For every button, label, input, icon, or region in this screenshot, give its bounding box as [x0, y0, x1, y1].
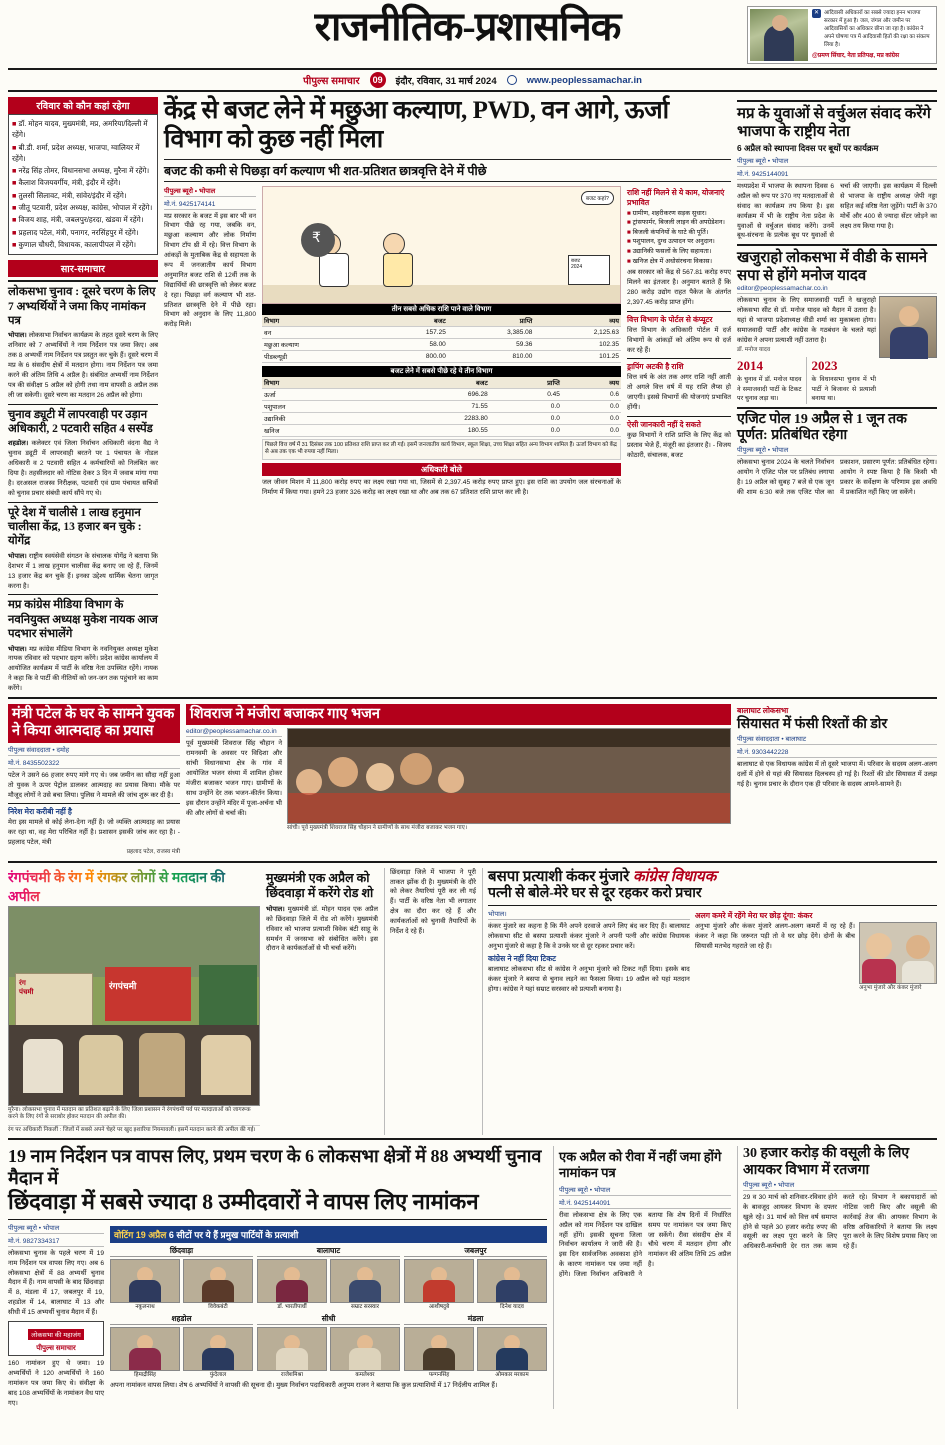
- who-where-box: [8, 114, 158, 255]
- table2-caption: बजट लेने में सबसे पीछे रहे ये तीन विभाग: [262, 366, 621, 377]
- candidate: विवेकबंटी: [183, 1259, 253, 1311]
- story-exitpoll-headline: एजिट पोल 19 अप्रैल से 1 जून तक पूर्णत: प्रतिबंधित रहेगा: [737, 411, 907, 444]
- brand-name: पीपुल्स समाचार: [303, 76, 360, 87]
- lower-band: [8, 868, 937, 1136]
- story-nomination: [8, 1146, 547, 1408]
- list-item: ■ बी.डी. शर्मा, प्रदेश अध्यक्ष, भाजपा, ग्वालियर में रहेंगे।: [12, 142, 140, 163]
- news-brief-1: [8, 285, 158, 400]
- news-body: भोपाल। राष्ट्रीय स्वयंसेवी संगठन के संचालक योगेंद्र ने बताया कि देशभर में 1 लाख हनुमान चालीसा केंद्र बनाए जा रहे हैं, जिनमें 13 हजार केंद्र बन चुके हैं। इनका उद्देश्य धार्मिक चेतना जागृत करना है।: [8, 552, 158, 590]
- shivraj-photo: [287, 728, 731, 824]
- story-munjare-headline-b: कांग्रेस विधायक: [632, 868, 717, 885]
- officials-bar: अधिकारी बोले: [262, 463, 621, 476]
- byline-email[interactable]: editor@peoplessamachar.co.in: [186, 728, 282, 737]
- news-headline: मप्र कांग्रेस मीडिया विभाग के नवनियुक्त अध्यक्ष मुकेश नायक आज पदभार संभालेंगे: [8, 599, 158, 641]
- lead-body-1: मप्र सरकार के बजट में इस बार भी वन विभाग पीछे रह गया, जबकि वन, मछुआ कल्याण और लोक निर्माण विभाग टॉप थ्री में रहे। वित्त विभाग के आंकड़ों के मुताबिक केंद्र से सहायता के रूप में जनजातीय कार्य विभाग अनुमानित बजट राशि से 12वीं तक के विद्यार्थियों की छात्रवृत्ति को लेकर बजट दे रहा। पिछड़ा वर्ग कल्याण भी शत-प्रतिशत छात्रवृत्ति देने में पीछे रहा। विभाग को अनुदान के लिए 11,800 करोड़ मिले।: [164, 212, 256, 329]
- photo-caption: अनुभा मुंजारे और कंकर मुंजारे: [859, 985, 922, 992]
- story-selfimmolation: [8, 704, 180, 858]
- campaign-logo: [8, 1321, 104, 1356]
- byline: पीपुल्स ब्यूरो • भोपाल: [737, 445, 937, 456]
- photo-caption: मुरैना। लोकसभा चुनाव में मतदान का प्रतिशत बढ़ाने के लिए जिला प्रशासन ने रंगपंचमी पर्व पर मतदाताओं को जागरूक करने के लिए रंगों से सराबोर होकर मतदान की अपील की।: [8, 1106, 251, 1121]
- table1-caption: तीन सबसे अधिक राशि पाने वाले विभाग: [262, 304, 621, 315]
- candidate-portrait: [879, 296, 937, 358]
- list-item: ■ ट्रांसफार्मर, बिजली लाइन की अपग्रेडेशन।: [627, 219, 725, 227]
- story-nomination-headline: छिंदवाड़ा में सबसे ज्यादा 8 उम्मीदवारों ने वापस लिए नामांकन: [8, 1189, 479, 1215]
- campaign-brand: पीपुल्स समाचार: [36, 1345, 76, 1353]
- list-item: ■ विजय शाह, मंत्री, जबलपुर/हरदा, खंडवा में रहेंगे।: [12, 215, 144, 225]
- lead-headline: केंद्र से बजट लेने में मछुआ कल्याण, PWD, वन आगे, ऊर्जा विभाग को कुछ नहीं मिला: [164, 97, 669, 153]
- story-shivraj: [186, 704, 731, 858]
- list-item: ■ उद्यानिकी फसलों के लिए सहायता।: [627, 247, 712, 255]
- candidate: ओमकार मरकाम: [477, 1327, 547, 1379]
- story-balaghat-body: बालाघाट से एक विधायक कांग्रेस में तो दूसरे भाजपा में। परिवार के सदस्य अलग-अलग दलों में होने से यहां की सियासत दिलचस्प हो गई है। रिश्तों की डोर सियासत में उलझ गई है। चुनाव प्रचार के दौरान एक ही परिवार के सदस्य आमने-सामने हैं।: [737, 760, 937, 788]
- masthead: [8, 6, 937, 64]
- story-virtual-dialogue-sub: 6 अप्रैल को स्थापना दिवस पर बूथों पर कार्यक्रम: [737, 143, 879, 153]
- budget-bottom-table: विभाग बजट प्राप्ति व्यय ऊर्जा 696.28 0.45 0.6 पशुपालन 71.55 0.0 0.0 उद्यानिकी 2283.80 0.0 0.0 खनिज 180.55 0.0 0.0: [262, 377, 621, 437]
- story-selfimmolation-headline: मंत्री पटेल के घर के सामने युवक ने किया आत्मदाह का प्रयास: [8, 704, 180, 743]
- campaign-chip: लोकसभा की महाजंग: [28, 1329, 84, 1340]
- badge-2014: 2014 के चुनाव में डॉ. मनोज यादव ने समाजवादी पार्टी के टिकट पर चुनाव लड़ा था।: [737, 358, 802, 403]
- list-item: ■ प्रहलाद पटेल, मंत्री, पनागर, नरसिंहपुर में रहेंगे।: [12, 227, 139, 237]
- lapse-body: वित्त वर्ष के अंत तक अगर राशि नहीं आती तो अगले वित्त वर्ष में यह राशि लैप्स हो जाएगी। इससे विभागों की योजनाएं प्रभावित होंगी।: [627, 374, 731, 412]
- story-rewa-headline: एक अप्रैल को रीवा में नहीं जमा होंगे नामांकन पत्र: [559, 1149, 722, 1181]
- story-balaghat-kicker: बालाघाट लोकसभा: [737, 705, 789, 715]
- story-balaghat-headline: सियासत में फंसी रिश्तों की डोर: [737, 716, 888, 732]
- byline: पीपुल्स ब्यूरो • भोपाल: [737, 156, 937, 167]
- list-item: ■ ग्रामीण, शहरीकरण सड़क सुधार।: [627, 209, 707, 217]
- constituency-balaghat: बालाघाट डॉ. भारतीपार्धी सम्राट सरस्वार सीधी राजेशमिश्रा कमलेश्वर: [257, 1246, 400, 1378]
- officials-text: जल जीवन मिशन में 11,800 करोड़ रुपए का लक्ष्य रखा गया था, जिसमें से 2,397.45 करोड़ रुपए प्राप्त हुए। इस राशि का उपयोग जल संरचनाओं के निर्माण में किया गया। हमने 23 हजार 326 करोड़ का लक्ष्य रखा था और अब तक 67 प्रतिशत राशि प्राप्त कर ली है।: [262, 479, 621, 497]
- list-item: ■ खनिज क्षेत्र में अधोसंरचना विकास।: [627, 257, 713, 265]
- candidates-grid: [110, 1246, 547, 1378]
- story-rewa-body: रीवा लोकसभा क्षेत्र के लिए एक अप्रैल को नाम निर्देशन पत्र दाखिल नहीं होंगे। इसकी सूचना जिला निर्वाचन कार्यालय ने जारी की है। इस दिन सार्वजनिक अवकाश होने के कारण नामांकन पत्र जमा नहीं होंगे। जिला निर्वाचन अधिकारी ने बताया कि शेष दिनों में निर्धारित समय पर नामांकन पत्र जमा किए जा सकेंगे। रीवा संसदीय क्षेत्र में चौथे चरण में मतदान होगा और नामांकन की अंतिम तिथि 25 अप्रैल है।: [559, 1211, 731, 1279]
- candidate: कमलेश्वर: [330, 1327, 400, 1379]
- list-item: ■ बिजली कंपनियों के घाटे की पूर्ति।: [627, 228, 709, 236]
- lead-col-3: [627, 186, 731, 498]
- rangpanchami-photo: रंग पंचमी रंगपंचमी: [8, 906, 260, 1106]
- news-body: भोपाल। मप्र कांग्रेस मीडिया विभाग के नवनियुक्त अध्यक्ष मुकेश नायक रविवार को पदभार ग्रहण करेंगे। प्रदेश कांग्रेस कार्यालय में आयोजित कार्यक्रम में पार्टी के वरिष्ठ नेता उपस्थित रहेंगे। नायक ने कहा कि वे पार्टी की नीतियों को जन-जन तक पहुंचाने का काम करेंगे।: [8, 645, 158, 693]
- mid-band: [8, 704, 937, 858]
- story-virtual-dialogue-headline: मप्र के युवाओं से वर्चुअल संवाद करेंगे भाजपा के राष्ट्रीय नेता: [737, 106, 931, 140]
- byline-email[interactable]: editor@peoplessamachar.co.in: [737, 285, 937, 294]
- news-body: भोपाल। लोकसभा निर्वाचन कार्यक्रम के तहत दूसरे चरण के लिए शनिवार को 7 अभ्यर्थियों ने नाम निर्देशन पत्र जमा किए। अब तक 8 अभ्यर्थी नाम निर्देशन पत्र प्रस्तुत कर चुके हैं। दूसरे चरण में मप्र के 6 संसदीय क्षेत्रों में मतदान होगा। नाम निर्देशन पत्र जमा करने की अंतिम तिथि 4 अप्रैल है। संबंधित अभ्यर्थी नाम निर्देशन पत्र की संवीक्षा 5 अप्रैल को होगी तथा नाम वापसी 8 अप्रैल तक ली जा सकेगी। दूसरे चरण का मतदान 26 अप्रैल को होगा।: [8, 332, 158, 399]
- who-where-title: रविवार को कौन कहां रहेगा: [8, 97, 158, 114]
- story-virtual-dialogue-body: मध्यप्रदेश में भाजपा के स्थापना दिवस 6 अप्रैल को रूप पर 370 नए मतदाताओं से संवाद का कार्यक्रम तय किया है। इस कार्यक्रम में भी के राष्ट्रीय नेता प्रदेश के युवाओं से वर्चुअल संवाद करेंगे। उनमें बूथ-संरचना के प्रत्येक बूथ पर युवाओं से चर्चा की जाएगी। इस कार्यक्रम में दिल्ली से भाजपा के राष्ट्रीय अध्यक्ष जेपी नड्डा सहित कई वरिष्ठ नेता जुड़ेंगे। पार्टी के 370 मोर्चे और 400 से ज्यादा सेंटर जोड़ने का लक्ष्य तय किया गया है।: [737, 183, 937, 240]
- quote-subhead: निरेश मेरा करीबी नहीं है: [8, 807, 72, 817]
- story-khajuraho-body: लोकसभा चुनाव के लिए समाजवादी पार्टी ने खजुराहो लोकसभा सीट से डॉ. मनोज यादव को मैदान में उतारा है। यहां से भाजपा प्रदेशाध्यक्ष वीडी शर्मा का मुकाबला होगा। समाजवादी पार्टी और कांग्रेस के गठबंधन के चलते यहां कांग्रेस ने अपना प्रत्याशी नहीं उतारा है।: [737, 297, 876, 344]
- table-row: पीडब्ल्यूडी 800.00 810.00 101.25: [262, 350, 621, 362]
- table-row: ऊर्जा 696.28 0.45 0.6: [262, 388, 621, 400]
- list-item: ■ जीतू पटवारी, प्रदेश अध्यक्ष, कांग्रेस, भोपाल में रहेंगे।: [12, 203, 153, 213]
- quote-text: आदिवासी अधिकारों का सबसे ज्यादा हनन भाजपा सरकार में हुआ है। जल, जंगल और जमीन पर आदिवासियों का अधिकार छीना जा रहा है। कांग्रेस ने अपने घोषणा पत्र में आदिवासी हितों की रक्षा का संकल्प लिया है।: [824, 10, 930, 49]
- byline: पीपुल्स ब्यूरो • भोपाल: [164, 186, 256, 197]
- munjare-couple-photo: [859, 922, 937, 984]
- ticket-subhead: कांग्रेस ने नहीं दिया टिकट: [488, 954, 556, 964]
- affected-body: अब सरकार को केंद्र से 567.81 करोड़ रुपए मिलने का इंतजार है। अनुमान बताते हैं कि 280 करोड़ उद्योग राहत पैकेज के अंतर्गत 2,397.45 करोड़ प्राप्त होंगे।: [627, 269, 731, 306]
- lead-col-2: [262, 186, 621, 498]
- list-item: ■ कैलाश विजयवर्गीय, मंत्री, इंदौर में रहेंगे।: [12, 178, 121, 188]
- story-khajuraho-headline: खजुराहो लोकसभा में वीडी के सामने सपा से होंगे मनोज यादव: [737, 250, 928, 285]
- constituency-chhindwara: छिंदवाड़ा नकुलनाथ विवेकबंटी शहडोल हिमाद्रीसिंह फुंदेलाल: [110, 1246, 253, 1378]
- left-column: [8, 97, 158, 694]
- masthead-bar: [8, 68, 937, 92]
- story-cm-roadshow: [266, 868, 378, 1136]
- candidate: सम्राट सरस्वार: [330, 1259, 400, 1311]
- table-row: वन 157.25 3,385.08 2,125.63: [262, 326, 621, 338]
- photo-caption: सांची। पूर्व मुख्यमंत्री शिवराज सिंह चौहान ने ग्रामीणों के साथ मंजीरा बजाकर भजन गाए।: [287, 825, 468, 832]
- byline: पीपुल्स संवाददाता • दमोह: [8, 745, 180, 756]
- news-headline: चुनाव ड्यूटी में लापरवाही पर उड़ान अधिकारी, 2 पटवारी सहित 4 सस्पेंड: [8, 408, 153, 435]
- story-shivraj-headline: शिवराज ने मंजीरा बजाकर गाए भजन: [186, 704, 731, 725]
- story-rangpanchami-headline: रंगपंचमी के रंग में रंगकर लोगों से मतदान की अपील: [8, 868, 260, 906]
- mobile-number: मो.नं. 9425174141: [164, 199, 256, 210]
- lead-subheadline: बजट की कमी से पिछड़ा वर्ग कल्याण भी शत-प्रतिशत छात्रवृत्ति देने में पीछे: [164, 159, 731, 182]
- politician-photo: [750, 9, 808, 61]
- list-item: ■ कुणाल चौधरी, विधायक, कालापीपल में रहेंगे।: [12, 239, 136, 249]
- story-selfimmolation-body: पटेल ने उसने 66 हजार रुपए मांगे गए थे। जब जमीन का सौदा नहीं हुआ तो युवक ने ऊपर पेट्रोल डालकर आत्मदाह का प्रयास किया। मौके पर मौजूद लोगों ने उसे बचा लिया। पुलिस ने मामले की जांच शुरू कर दी है।: [8, 771, 180, 799]
- page-title: राजनीतिक-प्रशासनिक: [314, 4, 621, 49]
- quote-body: मेरा इस मामले से कोई लेना-देना नहीं है। जो व्यक्ति आत्मदाह का प्रयास कर रहा था, वह मेरा परिचित नहीं है। प्रशासन इसकी जांच कर रहा है। - प्रहलाद पटेल, मंत्री: [8, 819, 180, 847]
- story-nomination-body-1: लोकसभा चुनाव के पहले चरण में 19 नाम निर्देशन पत्र वापस लिए गए। अब 6 लोकसभा क्षेत्रों में 88 अभ्यर्थी चुनाव मैदान में हैं। नाम वापसी के बाद छिंदवाड़ा में 8, मंडला में 17, जबलपुर में 19, शहडोल में 14, बालाघाट में 13 और सीधी में 15 अभ्यर्थी चुनाव मैदान में हैं।: [8, 1249, 104, 1317]
- story-shivraj-body: पूर्व मुख्यमंत्री शिवराज सिंह चौहान ने रामनवमी के अवसर पर विदिशा और सांची विधानसभा क्षेत्र के गांव में आयोजित भजन संध्या में शामिल होकर मंजीरा बजाकर भजन गाए। ग्रामीणों के साथ उन्होंने देर तक भजन-कीर्तन किया। इस दौरान उन्होंने मंदिर में पूजा-अर्चना भी की और लोगों से चर्चा की।: [186, 740, 282, 817]
- candidate: नकुलनाथ: [110, 1259, 180, 1311]
- byline: पीपुल्स ब्यूरो • भोपाल: [8, 1223, 104, 1234]
- cartoon-illustration: [262, 186, 621, 304]
- budget-top-table: विभाग बजट प्राप्ति व्यय वन 157.25 3,385.08 2,125.63 मछुआ कल्याण 58.00 59.36 102.35 पीडब्ल्यूडी 800.00 810.00 101.25: [262, 315, 621, 363]
- lapse-head: ड्रापिंग अटकी है राशि: [627, 362, 684, 372]
- globe-icon: [507, 75, 517, 85]
- portal-body: वित्त विभाग के अधिकारी पोर्टल में दर्ज विभागों के आंकड़ों को अंतिम रूप से दर्ज कर रहे हैं।: [627, 326, 731, 354]
- quote-card: [747, 6, 937, 64]
- news-brief-2: [8, 408, 158, 499]
- news-headline: लोकसभा चुनाव : दूसरे चरण के लिए 7 अभ्यर्थियों ने जमा किए नामांकन पत्र: [8, 286, 156, 328]
- mobile-number: मो.नं. 9303442228: [737, 747, 937, 758]
- story-incometax-headline: 30 हजार करोड़ की वसूली के लिए आयकर विभाग में रतजगा: [743, 1146, 910, 1179]
- table-row: पशुपालन 71.55 0.0 0.0: [262, 400, 621, 412]
- story-cm-roadshow-headline: मुख्यमंत्री एक अप्रैल को छिंदवाड़ा में करेंगे रोड शो: [266, 870, 374, 901]
- nocomment-head: ऐसी जानकारी नहीं दे सकते: [627, 419, 701, 429]
- story-cm-roadshow-body-2: छिंदवाड़ा जिले में भाजपा ने पूरी ताकत झोंक दी है। मुख्यमंत्री के दौरे को लेकर तैयारियां पूरी कर ली गई हैं। पार्टी के वरिष्ठ नेता भी लगातार क्षेत्र का दौरा कर रहे हैं और कार्यकर्ताओं को चुनावी तैयारियों के निर्देश दे रहे हैं।: [390, 868, 476, 935]
- constituency-jabalpur: जबलपुर आशीषदुबे दिनेश यादव मंडला फग्गनसिंह ओमकार मरकाम: [404, 1246, 547, 1378]
- who-where-list: [12, 118, 154, 250]
- place-date: इंदौर, रविवार, 31 मार्च 2024: [395, 75, 497, 87]
- website-url[interactable]: www.peoplessamachar.in: [526, 74, 642, 86]
- voting-date: वोटिंग 19 अप्रैल: [114, 1229, 167, 1240]
- nocomment-body: कुछ विभागों ने राशि प्राप्ति के लिए केंद्र को प्रस्ताव भेजे हैं, मंजूरी का इंतजार है। - विजय कोठारी, संचालक, बजट: [627, 431, 731, 459]
- candidate: राजेशमिश्रा: [257, 1327, 327, 1379]
- story-incometax-body: 29 व 30 मार्च को शनिवार-रविवार होने के बावजूद आयकर विभाग के दफ्तर खुले रहे। 31 मार्च को वित्त वर्ष समाप्त होने से पहले 30 हजार करोड़ रुपए की वसूली का लक्ष्य पूरा करने के लिए अधिकारी-कर्मचारी देर रात तक काम करते रहे। विभाग ने बकायादारों को नोटिस जारी किए और वसूली की कार्रवाई तेज की। आयकर विभाग के वरिष्ठ अधिकारियों ने बताया कि लक्ष्य पूरा करने के लिए विशेष प्रयास किए जा रहे हैं।: [743, 1193, 937, 1251]
- candidate: आशीषदुबे: [404, 1259, 474, 1311]
- list-item: ■ डॉ. मोहन यादव, मुख्यमंत्री, मप्र, अमरिया/दिल्ली में रहेंगे।: [12, 119, 148, 140]
- table-row: मछुआ कल्याण 58.00 59.36 102.35: [262, 338, 621, 350]
- quote-author: @प्रमण सिंघार, नेता प्रतिपक्ष, मप्र कांग्रेस: [812, 52, 900, 59]
- mobile-number: मो.नं. 8435502322: [8, 758, 180, 769]
- table-note: पिछले वित्त वर्ष में 31 दिसंबर तक 100 प्रतिशत राशि प्राप्त कर ली गई। इसमें जनजातीय कार्य विभाग, स्कूल शिक्षा, उच्च शिक्षा सहित अन्य विभाग शामिल हैं। ऊर्जा विभाग को केंद्र से अब तक एक भी रुपया नहीं मिला।: [262, 439, 621, 461]
- table-row: खनिज 180.55 0.0 0.0: [262, 424, 621, 436]
- twitter-icon: ✕: [813, 10, 820, 16]
- affected-head: राशि नहीं मिलने से ये काम, योजनाएं प्रभावित: [627, 187, 725, 207]
- separate-room-body: अनुभा मुंजारे और कंकर मुंजारे अलग-अलग कमरों में रह रहे हैं। कंकर ने कहा कि जरूरत पड़ी तो वे घर छोड़ देंगे। दोनों के बीच सियासी मतभेद गहराते जा रहे हैं।: [694, 923, 855, 951]
- news-brief-3: [8, 506, 158, 592]
- portal-head: वित्त विभाग के पोर्टल से कंप्यूटर: [627, 314, 713, 324]
- body-grid: [8, 97, 937, 694]
- bottom-band: [8, 1146, 937, 1408]
- byline: पीपुल्स ब्यूरो • भोपाल: [743, 1180, 937, 1191]
- news-body: शहडोल। कलेक्टर एवं जिला निर्वाचन अधिकारी वंदना वैद्य ने चुनाव ड्यूटी में लापरवाही बरतने पर 1 पंचायत के नोडल अधिकारी व 2 पटवारी सहित 4 कर्मचारियों को निलंबित कर दिया है। तहसीलदार को नोटिस देकर 3 दिन में जवाब मांगा गया है। दरअसल राजस्व निरीक्षक, पटवारी एवं ग्राम पंचायत सचिवों को चुनाव प्रचार संबंधी कार्य सौंपे गए थे।: [8, 440, 158, 497]
- mobile-number: मो.नं. 9425144091: [737, 169, 937, 180]
- byline: भोपाल।: [488, 909, 690, 920]
- right-column: [737, 97, 937, 694]
- mobile-number: मो.नं. 9425144091: [559, 1198, 731, 1209]
- masthead-center: [188, 6, 747, 48]
- photo-caption-2: रंग पर अधिकारी निकलीं : जिलों में सबसे अपने चेहरे पर खुद इशारिया नियमावली। इसमें मतदान करने की अपील की गई।: [8, 1125, 260, 1136]
- voting-bar-text: 6 सीटों पर ये हैं प्रमुख पार्टियों के प्रत्याशी: [168, 1229, 299, 1240]
- story-cm-roadshow-cont: [384, 868, 476, 1136]
- voting-bar: [110, 1226, 547, 1243]
- mobile-number: मो.नं. 9827334317: [8, 1236, 104, 1247]
- byline: पीपुल्स संवाददाता • बालाघाट: [737, 734, 937, 745]
- story-munjare-headline-c: पत्नी से बोले-मेरे घर से दूर रहकर करो प्रचार: [488, 885, 702, 901]
- list-item: ■ तुलसी सिलावट, मंत्री, सांवेर/इंदौर में रहेंगे।: [12, 190, 127, 200]
- candidate: डॉ. भारतीपार्धी: [257, 1259, 327, 1311]
- list-item: ■ नरेंद्र सिंह तोमर, विधानसभा अध्यक्ष, मुरैना में रहेंगे।: [12, 166, 150, 176]
- story-rangpanchami: [8, 868, 260, 1136]
- photo-caption: डॉ. मनोज यादव: [737, 346, 771, 353]
- separate-room-subhead: अलग कमरे में रहेंगे मेरा घर छोड़ दूंगा: कंकर: [694, 911, 813, 921]
- quote-attrib: प्रहलाद पटेल, राजस्व मंत्री: [126, 849, 180, 856]
- badge-2023: 2023 के विधानसभा चुनाव में भी पार्टी ने बिजावर से प्रत्याशी बनाया था।: [806, 357, 877, 403]
- candidate: फुंदेलाल: [183, 1327, 253, 1379]
- story-nomination-kicker: 19 नाम निर्देशन पत्र वापस लिए, प्रथम चरण के 6 लोकसभा क्षेत्रों में 88 अभ्यर्थी चुनाव मैदान में: [8, 1146, 542, 1188]
- table-row: उद्यानिकी 2283.80 0.0 0.0: [262, 412, 621, 424]
- ticket-body: बालाघाट लोकसभा सीट से कांग्रेस ने अनुभा मुंजारे को टिकट नहीं दिया। इसके बाद कंकर मुंजारे ने बसपा से चुनाव लड़ने का फैसला किया। 19 अप्रैल को यहां मतदान होगा। कांग्रेस ने यहां सम्राट सरस्वार को प्रत्याशी बनाया है।: [488, 966, 690, 993]
- candidate: फग्गनसिंह: [404, 1327, 474, 1379]
- speech-bubble: बजट कहां?: [581, 191, 614, 205]
- story-incometax: [737, 1146, 937, 1408]
- summary-news-title: सार-समाचार: [8, 260, 158, 277]
- byline: पीपुल्स ब्यूरो • भोपाल: [559, 1185, 731, 1196]
- story-munjare: [482, 868, 937, 1136]
- page-number: 09: [370, 72, 386, 88]
- candidate: हिमाद्रीसिंह: [110, 1327, 180, 1379]
- story-munjare-body: कंकर मुंजारे का कहना है कि मैंने अपने दरवाजे अपने लिए बंद कर दिए हैं। बालाघाट लोकसभा सीट से बसपा प्रत्याशी कंकर मुंजारे ने अपनी पत्नी और कांग्रेस विधायक अनुभा मुंजारे से कहा है कि वे उनके घर से दूर रहकर प्रचार करें।: [488, 923, 690, 951]
- affected-list: [627, 209, 731, 267]
- news-headline: पूरे देश में चालीसे 1 लाख हनुमान चालीसा केंद्र, 13 हजार बन चुके : योगेंद्र: [8, 506, 142, 548]
- story-cm-roadshow-body: भोपाल। मुख्यमंत्री डॉ. मोहन यादव एक अप्रैल को छिंदवाड़ा जिले में रोड शो करेंगे। मुख्यमंत्री रविवार को भाजपा प्रत्याशी विवेक बंटी साहू के समर्थन में जनसभा को संबोधित करेंगे। इस दौरान वे कार्यकर्ताओं से भी चर्चा करेंगे।: [266, 905, 378, 953]
- lead-story: [164, 97, 731, 694]
- candidate: दिनेश यादव: [477, 1259, 547, 1311]
- budget-board: बजट 2024: [568, 255, 610, 285]
- news-brief-4: [8, 598, 158, 694]
- money-bag-icon: ₹: [301, 223, 335, 257]
- story-rewa: [553, 1146, 731, 1408]
- story-munjare-headline-a: बसपा प्रत्याशी कंकर मुंजारे: [488, 868, 630, 885]
- story-balaghat: [737, 704, 937, 858]
- lead-col-1: [164, 186, 256, 498]
- story-nomination-body-2: अपना नामांकन वापस लिया। शेष 6 अभ्यर्थियों ने वापसी की सूचना दी। मुख्य निर्वाचन पदाधिकारी अनुपम राजन ने बताया कि कुल प्रत्याशियों में 17 निर्दलीय शामिल हैं।: [110, 1382, 498, 1390]
- list-item: ■ पशुपालन, दुग्ध उत्पादन पर अनुदान।: [627, 238, 715, 246]
- story-nomination-body-3: 160 नामांकन हुए थे जमा। 19 अभ्यर्थियों ने 120 अभ्यर्थियों ने 160 नामांकन पत्र जमा किए थे। संवीक्षा के बाद 108 अभ्यर्थियों के नामांकन वैध पाए गए।: [8, 1360, 104, 1407]
- story-exitpoll-body: लोकसभा चुनाव 2024 के चलते निर्वाचन आयोग ने एजिट पोल पर प्रतिबंध लगाया है। 19 अप्रैल को सुबह 7 बजे से एक जून की शाम 6:30 बजे तक एजिट पोल का प्रकाशन, प्रसारण पूर्णत: प्रतिबंधित रहेगा। आयोग ने स्पष्ट किया है कि किसी भी प्रकार के सर्वेक्षण के परिणाम इस अवधि में प्रकाशित नहीं किए जा सकेंगे।: [737, 459, 937, 496]
